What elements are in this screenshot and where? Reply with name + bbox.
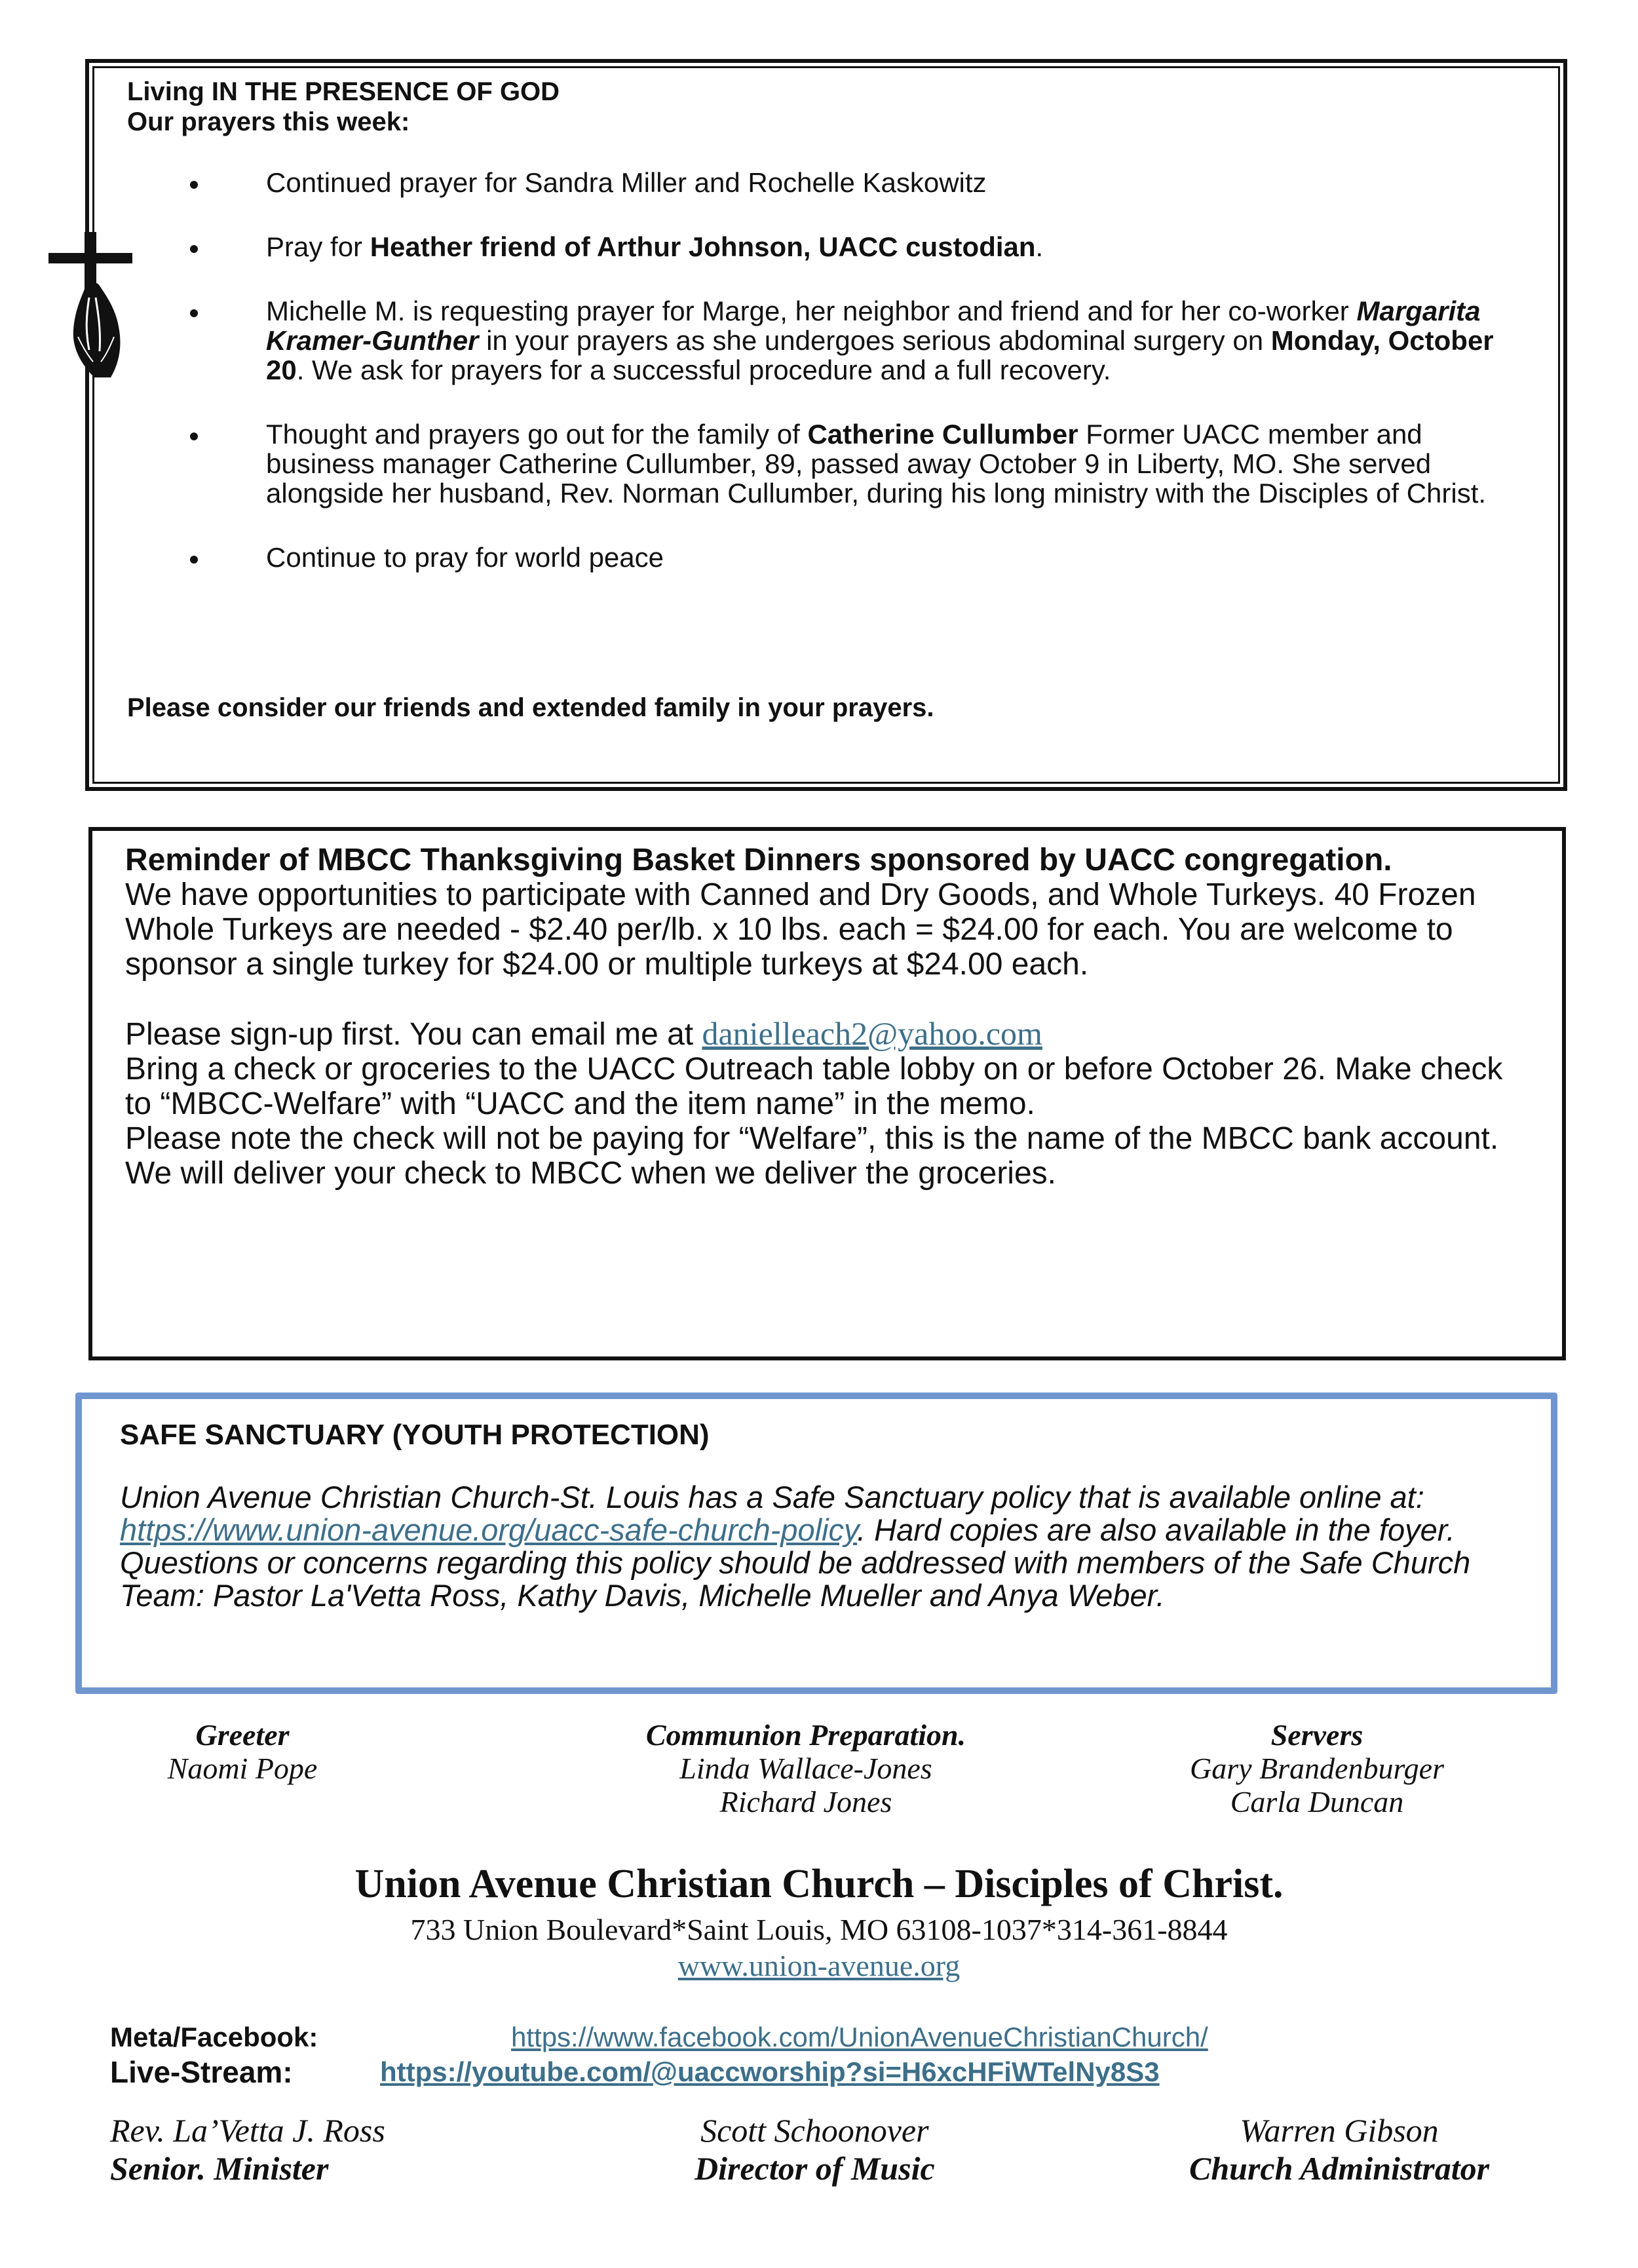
list-item: Thought and prayers go out for the family of Catherine Cullumber Former UACC member and business manager Catherine Cullumber, 89, passed away October 9 in Liberty, MO. She served alongside her husband, Rev. Norman Cullumber, during his long ministry with the Disciples of Christ. [266,419,1511,508]
safe-church-policy-link[interactable]: https://www.union-avenue.org/uacc-safe-church-policy [120,1512,858,1547]
livestream-row [380,2056,1160,2088]
facebook-row [511,2022,1208,2053]
bullet-icon [190,432,198,440]
greeter-name: Naomi Pope [167,1752,318,1785]
music-director-block [695,2111,935,2187]
administrator-name: Warren Gibson [1240,2112,1439,2149]
cross-praying-hands-icon [48,232,140,389]
bullet-icon [190,556,198,564]
greeter-heading: Greeter [195,1718,290,1752]
communion-heading: Communion Preparation. [645,1718,966,1752]
communion-name: Richard Jones [719,1785,892,1818]
list-item: Continued prayer for Sandra Miller and Rochelle Kaskowitz [266,168,1511,197]
prayer-list [266,168,1511,607]
facebook-link[interactable]: https://www.facebook.com/UnionAvenueChristianChurch/ [511,2022,1208,2052]
administrator-title: Church Administrator [1189,2150,1490,2187]
thanksgiving-paragraph: We have opportunities to participate with Canned and Dry Goods, and Whole Turkeys. 40 Frozen Whole Turkeys are needed - $2.40 per/lb. x 10 lbs. each = $24.00 for each. You are welcome to sponsor a single turkey for $24.00 or multiple turkeys at $24.00 each. [125,877,1476,982]
bullet-icon [190,309,198,317]
prayer-section [85,59,1567,791]
list-item: Continue to pray for world peace [266,543,1511,572]
greeter-block [105,1718,380,1785]
signup-line: Please sign-up first. You can email me at danielleach2@yahoo.com [125,1015,1042,1052]
prayer-heading: Living IN THE PRESENCE OF GOD [127,77,560,106]
prayer-subheading: Our prayers this week: [127,107,410,136]
facebook-label: Meta/Facebook: [110,2022,318,2052]
list-item: Pray for Heather friend of Arthur Johnson, UACC custodian. [266,232,1511,261]
server-name: Carla Duncan [1230,1785,1404,1818]
thanksgiving-section [88,827,1566,1360]
servers-heading: Servers [1270,1718,1363,1752]
music-director-title: Director of Music [695,2150,935,2187]
communion-name: Linda Wallace-Jones [679,1752,932,1785]
thanksgiving-heading: Reminder of MBCC Thanksgiving Basket Dinners sponsored by UACC congregation. [125,843,1392,877]
thanksgiving-paragraph: Bring a check or groceries to the UACC Outreach table lobby on or before October 26. Make check to “MBCC-Welfare” with “UACC and the item name” in the memo. [125,1052,1503,1121]
email-link[interactable]: danielleach2@yahoo.com [702,1015,1042,1052]
church-name: Union Avenue Christian Church – Disciples of Christ. [354,1862,1284,1906]
livestream-label: Live-Stream: [110,2055,293,2089]
music-director-name: Scott Schoonover [700,2112,929,2149]
safe-sanctuary-section [75,1393,1557,1694]
servers-block [1107,1718,1527,1818]
minister-name: Rev. La’Vetta J. Ross [110,2112,385,2149]
minister-block [110,2111,385,2187]
safe-sanctuary-text: Union Avenue Christian Church-St. Louis has a Safe Sanctuary policy that is available online at: https://www.union-avenue.org/uacc-safe-church-policy. Hard copies are also available in the foyer. Questions or concerns regarding this policy should be addressed with members of the Safe Church Team: Pastor La'Vetta Ross, Kathy Davis, Michelle Mueller and Anya Weber. [120,1480,1471,1613]
administrator-block [1189,2111,1489,2187]
minister-title: Senior. Minister [110,2150,329,2187]
church-website-link[interactable]: www.union-avenue.org [677,1949,961,1982]
communion-block [577,1718,1035,1818]
server-name: Gary Brandenburger [1190,1752,1444,1785]
safe-sanctuary-title: SAFE SANCTUARY (YOUTH PROTECTION) [120,1419,710,1451]
prayer-footer: Please consider our friends and extended family in your prayers. [127,693,934,722]
livestream-link[interactable]: https://youtube.com/@uaccworship?si=H6xcHFiWTelNy8S3 [380,2056,1160,2087]
bullet-icon [190,245,198,253]
church-address: 733 Union Boulevard*Saint Louis, MO 63108-1037*314-361-8844 [410,1913,1228,1946]
thanksgiving-paragraph: Please note the check will not be paying for “Welfare”, this is the name of the MBCC bank account. We will deliver your check to MBCC when we deliver the groceries. [125,1121,1499,1191]
list-item: Michelle M. is requesting prayer for Marge, her neighbor and friend and for her co-worker Margarita Kramer-Gunther in your prayers as she undergoes serious abdominal surgery on Monday, October 20. We ask for prayers for a successful procedure and a full recovery. [266,296,1511,385]
bullet-icon [190,181,198,189]
